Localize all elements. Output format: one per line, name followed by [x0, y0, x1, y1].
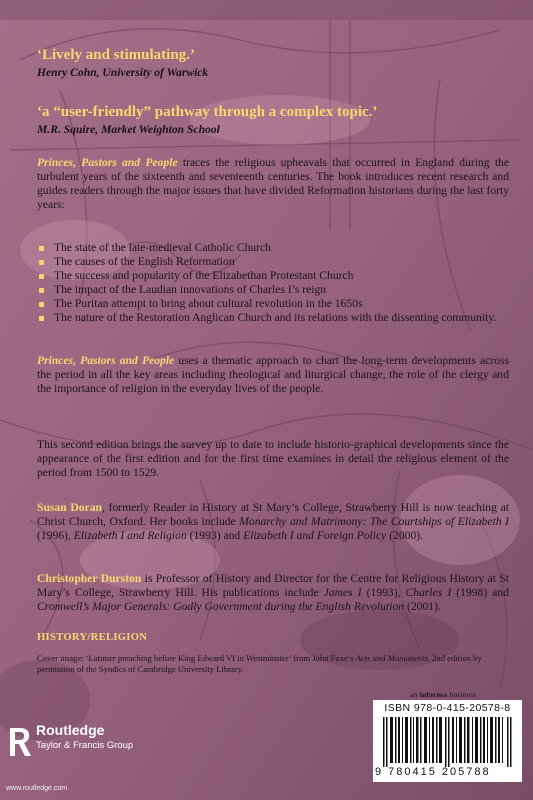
thematic-text: uses a thematic approach to chart the long-term developments across the period in all the key areas including theological and liturgical change, the role of the clergy and the importance of religion in the everyday lives of the people. — [37, 354, 509, 396]
bullet-icon — [39, 302, 44, 307]
bio-text: (1996), — [37, 529, 74, 543]
thematic-paragraph — [37, 354, 509, 396]
list-item-text: The causes of the English Reformation — [54, 255, 235, 269]
list-item — [37, 311, 509, 325]
informa-pre: an — [410, 690, 420, 699]
bio-text: (2000). — [386, 529, 424, 543]
credit-text: , 2nd edition by permission of the Syndics of Cambridge University Library. — [37, 653, 482, 674]
list-item-text: The nature of the Restoration Anglican Church and its relations with the dissenting community. — [54, 311, 497, 325]
bio-text: , formerly Reader in History at St Mary’s College, Strawberry Hill is now teaching at Christ Church, Oxford. Her books include — [37, 501, 509, 529]
subject-category: HISTORY/RELIGION — [37, 632, 148, 643]
topic-list — [37, 241, 509, 326]
isbn-number: ISBN 978-0-415-20578-8 — [384, 702, 511, 714]
list-item-text: The impact of the Laudian innovations of Charles I’s reign — [54, 283, 327, 297]
informa-post: business — [447, 690, 477, 699]
bio-text: is Professor of History and Director for the Centre for Religious History at St Mary’s College, Strawberry Hill. His publications include — [37, 572, 509, 600]
review-quote-1: ‘Lively and stimulating.’ — [37, 47, 195, 63]
isbn-barcode — [373, 700, 522, 782]
barcode-digits: 9 780415 205788 — [375, 766, 491, 778]
credit-title: Acts and Monuments — [355, 653, 428, 663]
list-item-text: The success and popularity of the Elizabethan Protestant Church — [54, 269, 354, 283]
publisher-group: Taylor & Francis Group — [36, 740, 134, 751]
routledge-logo-icon — [6, 722, 36, 762]
informa-brand: informa — [419, 690, 448, 699]
bio-text: (1993), — [361, 586, 406, 600]
author-name-durston: Christopher Durston — [37, 572, 142, 585]
informa-business-tag — [410, 690, 477, 699]
publisher-name: Routledge — [36, 722, 105, 738]
credit-text: Cover image: ‘Latimer preaching before King Edward VI in Westminster’ from John Foxe’s — [37, 653, 356, 663]
bullet-icon — [39, 246, 44, 251]
intro-text: traces the religious upheavals that occurred in England during the turbulent years of the sixteenth and seventeenth centuries. The book introduces recent research and guides readers through the major issues that have divided Reformation historians during the last forty years: — [37, 156, 509, 212]
bio-text: (1993) and — [186, 529, 244, 543]
review-quote-2: ‘a “user-friendly” pathway through a complex topic.’ — [37, 104, 378, 120]
bullet-icon — [39, 260, 44, 265]
bio-text: (2001). — [404, 600, 441, 614]
author-bio-doran — [37, 501, 509, 543]
review-attribution-2: M.R. Squire, Market Weighton School — [37, 123, 220, 136]
book-title: Elizabeth I and Foreign Policy — [243, 529, 387, 543]
book-title: James I — [323, 586, 362, 600]
bullet-icon — [39, 316, 44, 321]
list-item — [37, 241, 509, 255]
bullet-icon — [39, 274, 44, 279]
barcode-icon — [383, 717, 513, 767]
second-edition-paragraph: This second edition brings the survey up to date to include historio-graphical developments since the appearance of the first edition and for the first time examines in detail the religious element of the period from 1500 to 1529. — [37, 438, 509, 480]
list-item — [37, 255, 509, 269]
author-bio-durston — [37, 572, 509, 614]
book-title: Elizabeth I and Religion — [73, 529, 187, 543]
publisher-website: www.routledge.com — [6, 785, 68, 792]
bullet-icon — [39, 288, 44, 293]
list-item — [37, 297, 509, 311]
list-item — [37, 269, 509, 283]
book-title-1: Princes, Pastors and People — [37, 156, 178, 169]
review-attribution-1: Henry Cohn, University of Warwick — [37, 66, 209, 79]
list-item-text: The Puritan attempt to bring about cultural revolution in the 1650s — [54, 297, 363, 311]
list-item — [37, 283, 509, 297]
list-item-text: The state of the late-medieval Catholic Church — [54, 241, 271, 254]
book-title-2: Princes, Pastors and People — [37, 354, 175, 367]
bio-text: (1998) and — [451, 586, 509, 600]
book-title: Monarchy and Matrimony: The Courtships of Elizabeth I — [239, 515, 509, 529]
book-title: Cromwell’s Major Generals: Godly Government during the English Revolution — [37, 600, 405, 614]
author-name-doran: Susan Doran — [37, 501, 102, 514]
intro-paragraph — [37, 156, 509, 212]
book-title: Charles I — [405, 586, 452, 600]
cover-image-credit — [37, 653, 509, 675]
